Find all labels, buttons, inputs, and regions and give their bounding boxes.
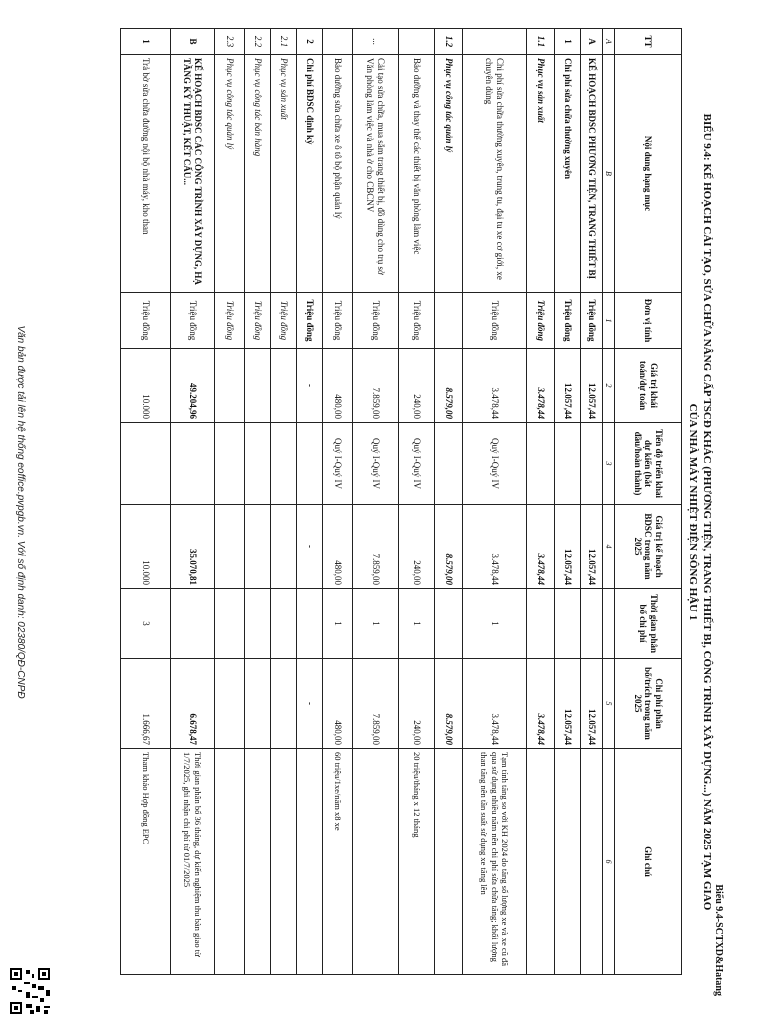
cell-alloc-cost — [245, 659, 271, 749]
cell-alloc-time — [215, 589, 245, 659]
table-row — [171, 29, 215, 975]
header-tt: TT — [615, 29, 682, 55]
table-row — [581, 29, 603, 975]
cell-progress — [171, 423, 215, 505]
upload-footer: Văn bản được tải lên hệ thống eoffice.pvpgb.vn. Với số định danh: 02380/QĐ-CNPĐ — [15, 325, 26, 699]
qr-code-icon — [8, 966, 52, 1016]
cell-alloc-time — [297, 589, 323, 659]
index-cell: 6 — [603, 749, 615, 975]
cell-plan-value: 7.859,00 — [353, 505, 399, 589]
index-row — [603, 29, 615, 975]
cell-note — [435, 749, 463, 975]
table-row — [121, 29, 171, 975]
cell-plan-value — [271, 505, 297, 589]
header-row — [615, 29, 682, 975]
cell-progress — [435, 423, 463, 505]
cell-content: Chi phí sửa chữa thường xuyên — [555, 55, 581, 293]
cell-alloc-cost: 3.478,44 — [463, 659, 527, 749]
cell-estimate — [215, 349, 245, 423]
cell-alloc-time: 3 — [121, 589, 171, 659]
cell-alloc-time — [245, 589, 271, 659]
cell-alloc-time: 1 — [463, 589, 527, 659]
cell-tt: A — [581, 29, 603, 55]
cell-estimate: 12.057,44 — [581, 349, 603, 423]
cell-note — [581, 749, 603, 975]
cell-unit: Triệu đồng — [245, 293, 271, 349]
document-title: BIỂU 9.4: KẾ HOẠCH CẢI TẠO, SỬA CHỮA NÂNG CẤP TSCĐ KHÁC (PHƯƠNG TIỆN, TRANG THIẾT BỊ, CÔNG TRÌNH XÂY DỰNG...) NĂM 2025 TẠM GIAO — [701, 113, 713, 911]
cell-note: Tạm tính tăng so với KH 2024 do tăng số lượng xe và xe cũ đã qua sử dụng nhiều năm nên chi phí sửa chữa tăng; khối lượng than tăng nên tần suất sử dụng xe tăng lên — [463, 749, 527, 975]
cell-tt: B — [171, 29, 215, 55]
cell-content: Phục vụ công tác quản lý — [215, 55, 245, 293]
cell-unit: Triệu đồng — [353, 293, 399, 349]
table-row — [353, 29, 399, 975]
cell-note — [353, 749, 399, 975]
cell-alloc-time: 1 — [353, 589, 399, 659]
cell-estimate: 480,00 — [323, 349, 353, 423]
cell-alloc-time: 1 — [323, 589, 353, 659]
index-cell: 4 — [603, 505, 615, 589]
cell-note: Thời gian phân bổ 36 tháng, dự kiến nghiệm thu bàn giao từ 1/7/2025, ghi nhận chi phí từ 01/7/2025 — [171, 749, 215, 975]
cell-alloc-cost: 6.678,47 — [171, 659, 215, 749]
cell-estimate: 8.579,00 — [435, 349, 463, 423]
cell-alloc-cost: 7.859,00 — [353, 659, 399, 749]
cell-unit: Triệu đồng — [215, 293, 245, 349]
cell-content: Cải tạo sửa chữa, mua sắm trang thiết bị, đồ dùng cho trụ sở Văn phòng làm việc và nhà ở cho CBCNV — [353, 55, 399, 293]
cell-unit — [435, 293, 463, 349]
cell-content: Bảo dưỡng sửa chữa xe ô tô bộ phận quản lý — [323, 55, 353, 293]
document-subtitle: CỦA NHÀ MÁY NHIỆT ĐIỆN SÔNG HẬU 1 — [687, 403, 699, 621]
cell-content: Chi phí sửa chữa thường xuyên, trung tu, đại tu xe cơ giới, xe chuyên dùng — [463, 55, 527, 293]
cell-progress — [215, 423, 245, 505]
table-row — [215, 29, 245, 975]
cell-unit: Triệu đồng — [555, 293, 581, 349]
cell-alloc-time — [527, 589, 555, 659]
cell-progress: Quý I-Quý IV — [353, 423, 399, 505]
cell-note — [527, 749, 555, 975]
cell-plan-value: 12.057,44 — [555, 505, 581, 589]
cell-tt: 2.2 — [245, 29, 271, 55]
header-unit: Đơn vị tính — [615, 293, 682, 349]
cell-alloc-cost: 1.666,67 — [121, 659, 171, 749]
cell-tt: 1 — [121, 29, 171, 55]
cell-unit: Triệu đồng — [297, 293, 323, 349]
cell-unit: Triệu đồng — [581, 293, 603, 349]
cell-content: Phục vụ sản xuất — [271, 55, 297, 293]
cell-tt — [463, 29, 527, 55]
cell-unit: Triệu đồng — [271, 293, 297, 349]
table-row — [323, 29, 353, 975]
cell-alloc-time — [435, 589, 463, 659]
cell-progress — [245, 423, 271, 505]
header-alloc-cost: Chi phí phân bổ/trích trong năm 2025 — [615, 659, 682, 749]
cell-alloc-cost — [271, 659, 297, 749]
cell-alloc-time: 1 — [399, 589, 435, 659]
form-code: Biểu 9.4-SCTXD&Hatang — [713, 884, 724, 996]
cell-progress — [527, 423, 555, 505]
index-cell: 3 — [603, 423, 615, 505]
cell-tt: 2.3 — [215, 29, 245, 55]
cell-content: KẾ HOẠCH BDSC PHƯƠNG TIỆN, TRANG THIẾT BỊ — [581, 55, 603, 293]
cell-estimate: - — [297, 349, 323, 423]
cell-content: KẾ HOẠCH BDSC CÁC CÔNG TRÌNH XÂY DỰNG, HẠ TẦNG KỸ THUẬT, KẾT CẤU... — [171, 55, 215, 293]
cell-plan-value: 8.579,00 — [435, 505, 463, 589]
cell-content: Phục vụ công tác quản lý — [435, 55, 463, 293]
index-cell: 5 — [603, 659, 615, 749]
cell-estimate — [271, 349, 297, 423]
header-progress: Tiến độ triển khai dự kiến (bắt đầu/hoàn thành) — [615, 423, 682, 505]
cell-plan-value: - — [297, 505, 323, 589]
table-row — [463, 29, 527, 975]
cell-progress — [121, 423, 171, 505]
cell-progress — [297, 423, 323, 505]
cell-note — [215, 749, 245, 975]
cell-estimate — [245, 349, 271, 423]
cell-content: Phục vụ sản xuất — [527, 55, 555, 293]
cell-progress: Quý I-Quý IV — [323, 423, 353, 505]
cell-plan-value: 480,00 — [323, 505, 353, 589]
cell-plan-value: 35.070,81 — [171, 505, 215, 589]
cell-estimate: 49.204,96 — [171, 349, 215, 423]
header-note: Ghi chú — [615, 749, 682, 975]
cell-plan-value: 240,00 — [399, 505, 435, 589]
cell-estimate: 3.478,44 — [527, 349, 555, 423]
cell-progress — [271, 423, 297, 505]
cell-alloc-cost: 240,00 — [399, 659, 435, 749]
index-cell: 1 — [603, 293, 615, 349]
header-plan-value: Giá trị kế hoạch BDSC trong năm 2025 — [615, 505, 682, 589]
cell-alloc-cost: 8.579,00 — [435, 659, 463, 749]
cell-plan-value: 12.057,44 — [581, 505, 603, 589]
cell-progress — [581, 423, 603, 505]
cell-content: Bảo dưỡng và thay thế các thiết bị văn phòng làm việc — [399, 55, 435, 293]
cell-tt — [323, 29, 353, 55]
cell-alloc-cost — [215, 659, 245, 749]
cell-plan-value: 3.478,44 — [463, 505, 527, 589]
cell-progress: Quý I-Quý IV — [399, 423, 435, 505]
cell-alloc-cost: 3.478,44 — [527, 659, 555, 749]
cell-progress: Quý I-Quý IV — [463, 423, 527, 505]
cell-unit: Triệu đồng — [463, 293, 527, 349]
table-row — [435, 29, 463, 975]
cell-content: Trả bờ sửa chữa đường nội bộ nhà máy, kho than — [121, 55, 171, 293]
cell-tt: 2 — [297, 29, 323, 55]
cell-tt: ... — [353, 29, 399, 55]
cell-progress — [555, 423, 581, 505]
header-content: Nội dung hạng mục — [615, 55, 682, 293]
cell-tt: 1.1 — [527, 29, 555, 55]
cell-unit: Triệu đồng — [527, 293, 555, 349]
cell-estimate: 7.859,00 — [353, 349, 399, 423]
table-row — [271, 29, 297, 975]
cell-tt: 2.1 — [271, 29, 297, 55]
cell-note: 20 triệu/tháng x 12 tháng — [399, 749, 435, 975]
index-cell: B — [603, 55, 615, 293]
table-row — [527, 29, 555, 975]
index-cell: 2 — [603, 349, 615, 423]
cell-note: Tham khảo Hợp đồng EPC — [121, 749, 171, 975]
header-alloc-time: Thời gian phân bổ chi phí — [615, 589, 682, 659]
cell-unit: Triệu đồng — [323, 293, 353, 349]
cell-alloc-cost: 480,00 — [323, 659, 353, 749]
cell-alloc-cost: - — [297, 659, 323, 749]
table-row — [399, 29, 435, 975]
cell-content: Phục vụ công tác bán hàng — [245, 55, 271, 293]
cell-note — [555, 749, 581, 975]
cell-estimate: 10.000 — [121, 349, 171, 423]
cell-tt: 1.2 — [435, 29, 463, 55]
cell-estimate: 240,00 — [399, 349, 435, 423]
index-cell: A — [603, 29, 615, 55]
plan-table — [120, 28, 682, 975]
table-row — [555, 29, 581, 975]
cell-note — [245, 749, 271, 975]
cell-tt — [399, 29, 435, 55]
cell-alloc-time — [271, 589, 297, 659]
table-row — [245, 29, 271, 975]
header-estimate: Giá trị khái toán/dự toán — [615, 349, 682, 423]
cell-unit: Triệu đồng — [121, 293, 171, 349]
cell-content: Chi phí BDSC định kỳ — [297, 55, 323, 293]
cell-note: 60 triệu/1xe/năm x8 xe — [323, 749, 353, 975]
cell-estimate: 12.057,44 — [555, 349, 581, 423]
table-row — [297, 29, 323, 975]
cell-alloc-cost: 12.057,44 — [555, 659, 581, 749]
cell-plan-value — [245, 505, 271, 589]
cell-unit: Triệu đồng — [399, 293, 435, 349]
cell-tt: 1 — [555, 29, 581, 55]
cell-alloc-time — [581, 589, 603, 659]
cell-alloc-time — [171, 589, 215, 659]
cell-alloc-time — [555, 589, 581, 659]
cell-note — [271, 749, 297, 975]
cell-plan-value: 3.478,44 — [527, 505, 555, 589]
cell-plan-value: 10.000 — [121, 505, 171, 589]
cell-note — [297, 749, 323, 975]
cell-estimate: 3.478,44 — [463, 349, 527, 423]
cell-unit: Triệu đồng — [171, 293, 215, 349]
cell-alloc-cost: 12.057,44 — [581, 659, 603, 749]
index-cell — [603, 589, 615, 659]
cell-plan-value — [215, 505, 245, 589]
